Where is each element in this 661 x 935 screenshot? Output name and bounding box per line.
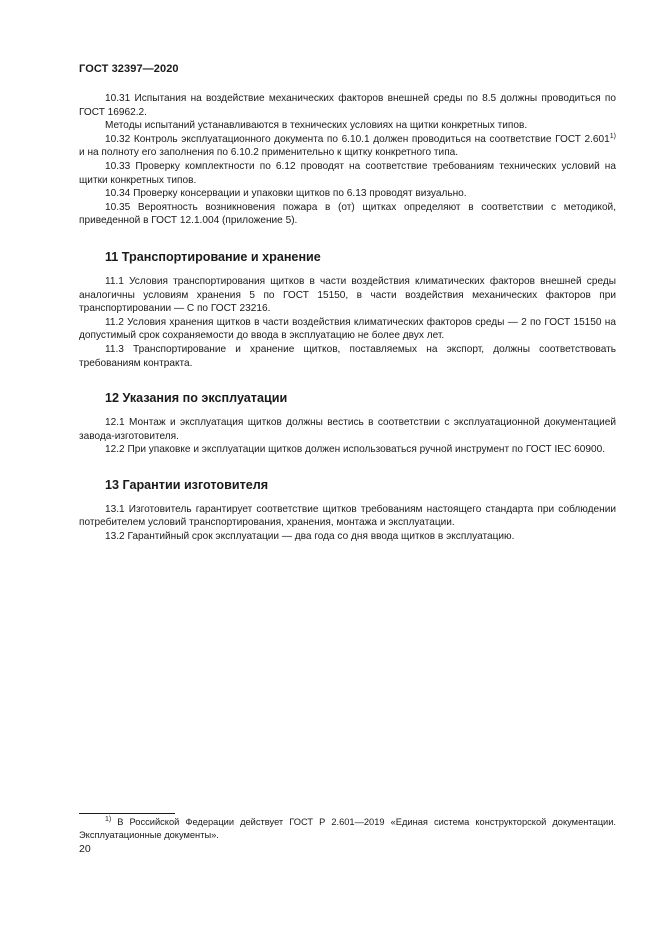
footnote-body: В Российской Федерации действует ГОСТ Р 2.601—2019 «Единая система конструкторской документации. Эксплуатационные документы». <box>79 817 616 840</box>
page-number: 20 <box>79 843 91 855</box>
paragraph-11-1: 11.1 Условия транспортирования щитков в части воздействия климатических факторов внешней среды аналогичны условиям хранения 5 по ГОСТ 15150, в части воздействия механических факторов при транспортировании — С по ГОСТ 23216. <box>79 275 616 315</box>
section-heading-11: 11 Транспортирование и хранение <box>105 249 321 264</box>
section-heading-12: 12 Указания по эксплуатации <box>105 391 288 406</box>
footnote-text <box>79 816 616 842</box>
paragraph-12-1: 12.1 Монтаж и эксплуатация щитков должны вестись в соответствии с эксплуатационной документацией завода-изготовителя. <box>79 417 616 442</box>
footnote-divider <box>79 813 175 814</box>
paragraph-10-35: 10.35 Вероятность возникновения пожара в (от) щитках определяют в соответствии с методикой, приведенной в ГОСТ 12.1.004 (приложение 5). <box>79 201 616 227</box>
paragraph-11-2: 11.2 Условия хранения щитков в части воздействия климатических факторов среды — 2 по ГОСТ 15150 на допустимый срок сохраняемости до ввода в эксплуатацию не более двух лет. <box>79 316 616 342</box>
paragraph-13-2: 13.2 Гарантийный срок эксплуатации — два года со дня ввода щитков в эксплуатацию. <box>105 531 515 543</box>
paragraph-10-32 <box>79 133 616 160</box>
footnote-reference: 1) <box>609 132 616 140</box>
section-heading-13: 13 Гарантии изготовителя <box>105 477 269 492</box>
paragraph-10-33: 10.33 Проверку комплектности по 6.12 проводят на соответствие требованиям технических условий на щитки конкретных типов. <box>79 160 616 186</box>
footnote-marker: 1) <box>105 816 112 823</box>
paragraph-10-32-text: 10.32 Контроль эксплуатационного документа по 6.10.1 должен проводиться на соответствие ГОСТ 2.601 <box>105 133 610 145</box>
document-header: ГОСТ 32397—2020 <box>79 63 179 75</box>
paragraph-10-32-tail: и на полноту его заполнения по 6.10.2 применительно к щитку конкретного типа. <box>79 147 459 159</box>
paragraph-12-2: 12.2 При упаковке и эксплуатации щитков должен использоваться ручной инструмент по ГОСТ IEC 60900. <box>105 444 605 456</box>
document-body <box>79 92 616 544</box>
paragraph-10-31: 10.31 Испытания на воздействие механических факторов внешней среды по 8.5 должны проводиться по ГОСТ 16962.2. <box>79 93 616 118</box>
paragraph-10-31-methods: Методы испытаний устанавливаются в технических условиях на щитки конкретных типов. <box>105 120 528 132</box>
paragraph-13-1: 13.1 Изготовитель гарантирует соответствие щитков требованиям настоящего стандарта при соблюдении потребителем условий транспортирования, хранения, монтажа и эксплуатации. <box>79 503 616 529</box>
footnote <box>79 816 616 842</box>
paragraph-10-34: 10.34 Проверку консервации и упаковки щитков по 6.13 проводят визуально. <box>105 188 467 200</box>
paragraph-11-3: 11.3 Транспортирование и хранение щитков, поставляемых на экспорт, должны соответствовать требованиям контракта. <box>79 343 616 369</box>
